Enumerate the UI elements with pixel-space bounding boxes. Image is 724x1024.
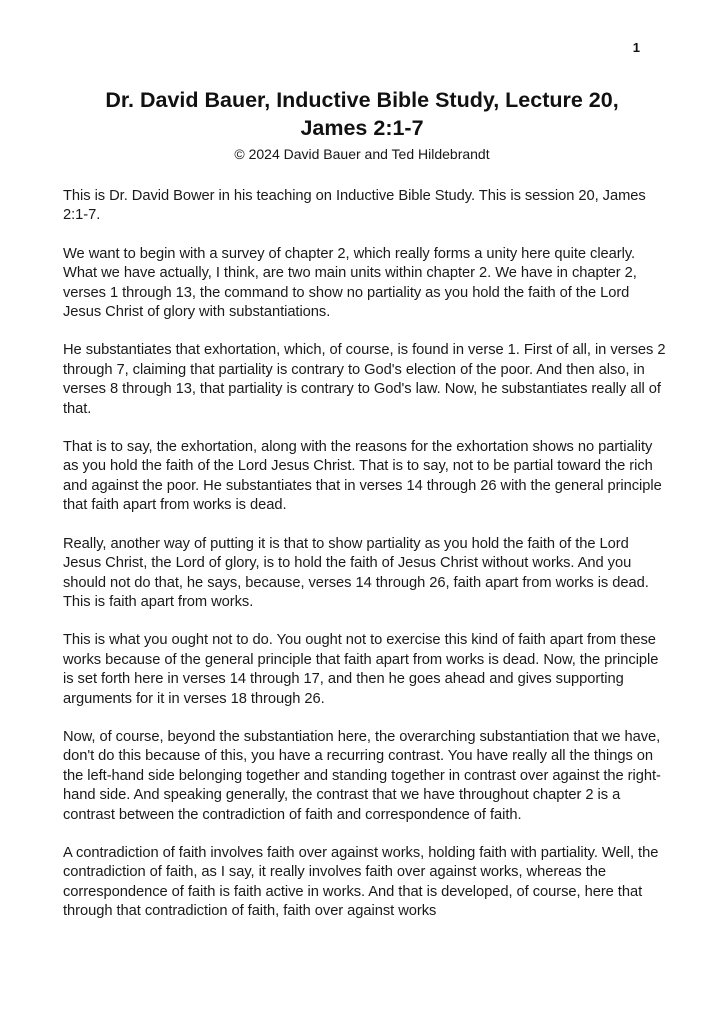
document-title — [40, 86, 684, 142]
paragraph-1: This is Dr. David Bower in his teaching on Inductive Bible Study. This is session 20, James 2:1-7. — [63, 188, 646, 224]
paragraph-3: He substantiates that exhortation, which, of course, is found in verse 1. First of all, in verses 2 through 7, claiming that partiality is contrary to God's election of the poor. And then also, in verses 8 through 13, that partiality is contrary to God's law. Now, he substantiates really all of that. — [63, 342, 666, 417]
page-number: 1 — [632, 40, 640, 55]
paragraph-5: Really, another way of putting it is that to show partiality as you hold the faith of the Lord Jesus Christ, the Lord of glory, is to hold the faith of Jesus Christ without works. And you should not do that, he says, because, verses 14 through 26, faith apart from works is dead. This is faith apart from works. — [63, 535, 649, 610]
paragraph-4: That is to say, the exhortation, along with the reasons for the exhortation shows no partiality as you hold the faith of the Lord Jesus Christ. That is to say, not to be partial toward the rich and against the poor. He substantiates that in verses 14 through 26 with the general principle that faith apart from works is dead. — [63, 439, 662, 514]
copyright-line: © 2024 David Bauer and Ted Hildebrandt — [234, 146, 490, 162]
document-body — [63, 187, 667, 922]
paragraph-7: Now, of course, beyond the substantiation here, the overarching substantiation that we have, don't do this because of this, you have a recurring contrast. You have really all the things on the left-hand side belonging together and standing together in contrast over against the right-hand side. And speaking generally, the contrast that we have throughout chapter 2 is a contrast between the contradiction of faith and correspondence of faith. — [63, 728, 661, 823]
paragraph-6: This is what you ought not to do. You ought not to exercise this kind of faith apart from these works because of the general principle that faith apart from works is dead. Now, the principle is set forth here in verses 14 through 17, and then he goes ahead and gives supporting arguments for it in verses 18 through 26. — [63, 632, 659, 707]
paragraph-8: A contradiction of faith involves faith over against works, holding faith with partiality. Well, the contradiction of faith, as I say, it really involves faith over against works, whereas the correspondence of faith is faith active in works. And that is developed, of course, here that through that contradiction of faith, faith over against works — [63, 844, 659, 920]
document-title-line1: Dr. David Bauer, Inductive Bible Study, Lecture 20, — [105, 88, 619, 112]
document-title-line2: James 2:1-7 — [300, 116, 424, 140]
paragraph-2: We want to begin with a survey of chapter 2, which really forms a unity here quite clearly. What we have actually, I think, are two main units within chapter 2. We have in chapter 2, verses 1 through 13, the command to show no partiality as you hold the faith of the Lord Jesus Christ of glory with substantiations. — [63, 245, 637, 321]
